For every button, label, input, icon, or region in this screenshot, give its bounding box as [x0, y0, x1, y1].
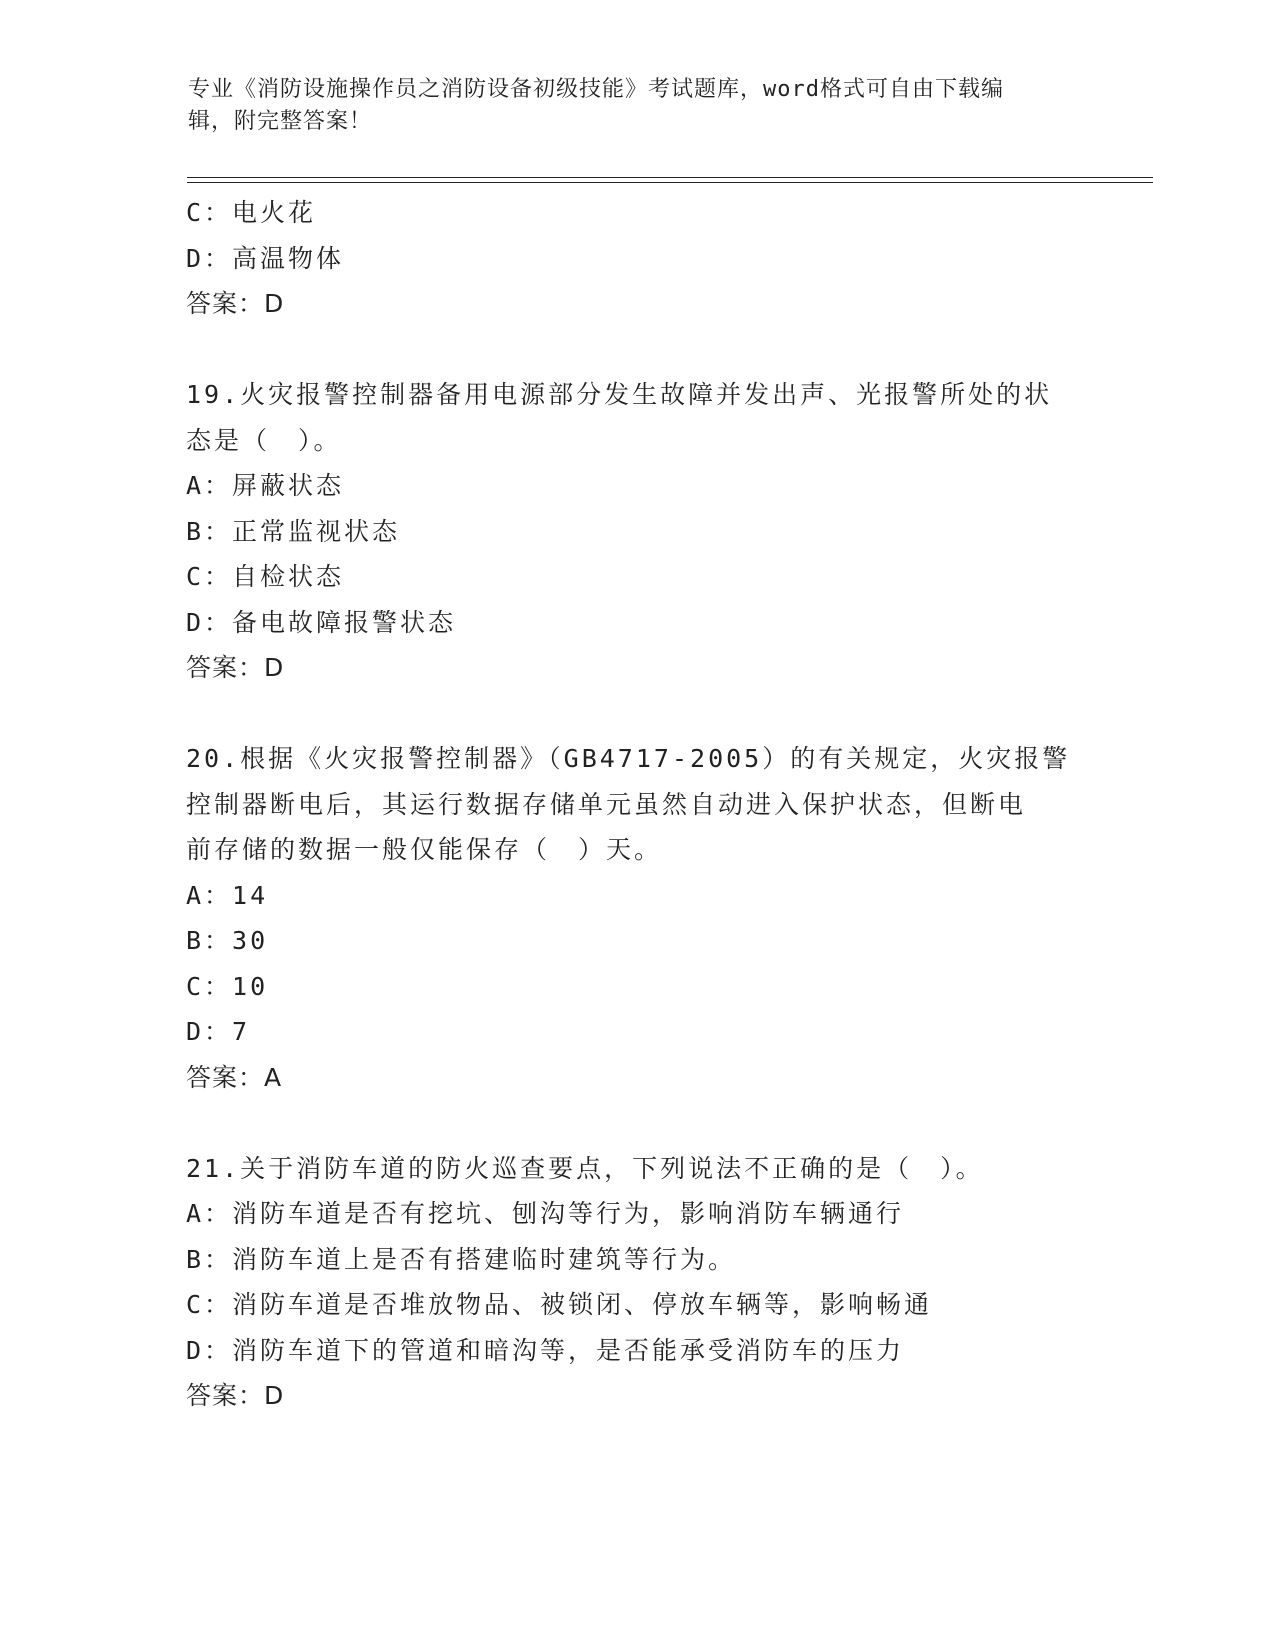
question-text-line: 19.火灾报警控制器备用电源部分发生故障并发出声、光报警所处的状 — [186, 380, 1053, 409]
header-rule-top — [187, 177, 1153, 178]
option-a: A：屏蔽状态 — [186, 471, 345, 500]
answer: 答案：A — [186, 1062, 283, 1092]
option-c: C：10 — [186, 971, 269, 1001]
question-21 — [186, 1146, 1086, 1419]
option-d: D：7 — [186, 1017, 251, 1046]
document-header — [188, 74, 1068, 138]
header-line-1: 专业《消防设施操作员之消防设备初级技能》考试题库，word格式可自由下载编 — [188, 77, 1004, 102]
question-19 — [186, 372, 1086, 691]
question-20 — [186, 736, 1086, 1100]
question-list — [186, 190, 1086, 1419]
option-d: D：备电故障报警状态 — [186, 607, 457, 637]
option-a: A：消防车道是否有挖坑、刨沟等行为，影响消防车辆通行 — [186, 1199, 905, 1228]
option-c: C：电火花 — [186, 198, 317, 227]
option-a: A：14 — [186, 880, 269, 910]
option-c: C：自检状态 — [186, 562, 345, 591]
answer: 答案：D — [186, 653, 285, 682]
header-line-2: 辑，附完整答案！ — [188, 109, 373, 134]
option-b: B：30 — [186, 926, 269, 955]
option-d: D：高温物体 — [186, 243, 345, 273]
question-18-tail — [186, 190, 1086, 327]
answer: 答案：D — [186, 1381, 285, 1410]
option-b: B：正常监视状态 — [186, 516, 401, 546]
question-text-line: 前存储的数据一般仅能保存（ ）天。 — [186, 835, 663, 864]
question-text-line: 21.关于消防车道的防火巡查要点，下列说法不正确的是（ ）。 — [186, 1153, 984, 1183]
option-c: C：消防车道是否堆放物品、被锁闭、停放车辆等，影响畅通 — [186, 1290, 933, 1319]
question-text-line: 20.根据《火灾报警控制器》（GB4717-2005）的有关规定，火灾报警 — [186, 744, 1071, 773]
option-d: D：消防车道下的管道和暗沟等，是否能承受消防车的压力 — [186, 1335, 905, 1365]
question-text-line: 态是（ ）。 — [186, 425, 342, 455]
header-rule-bottom — [187, 182, 1153, 183]
option-b: B：消防车道上是否有搭建临时建筑等行为。 — [186, 1244, 737, 1274]
question-text-line: 控制器断电后，其运行数据存储单元虽然自动进入保护状态，但断电 — [186, 789, 1027, 819]
answer: 答案：D — [186, 289, 285, 318]
